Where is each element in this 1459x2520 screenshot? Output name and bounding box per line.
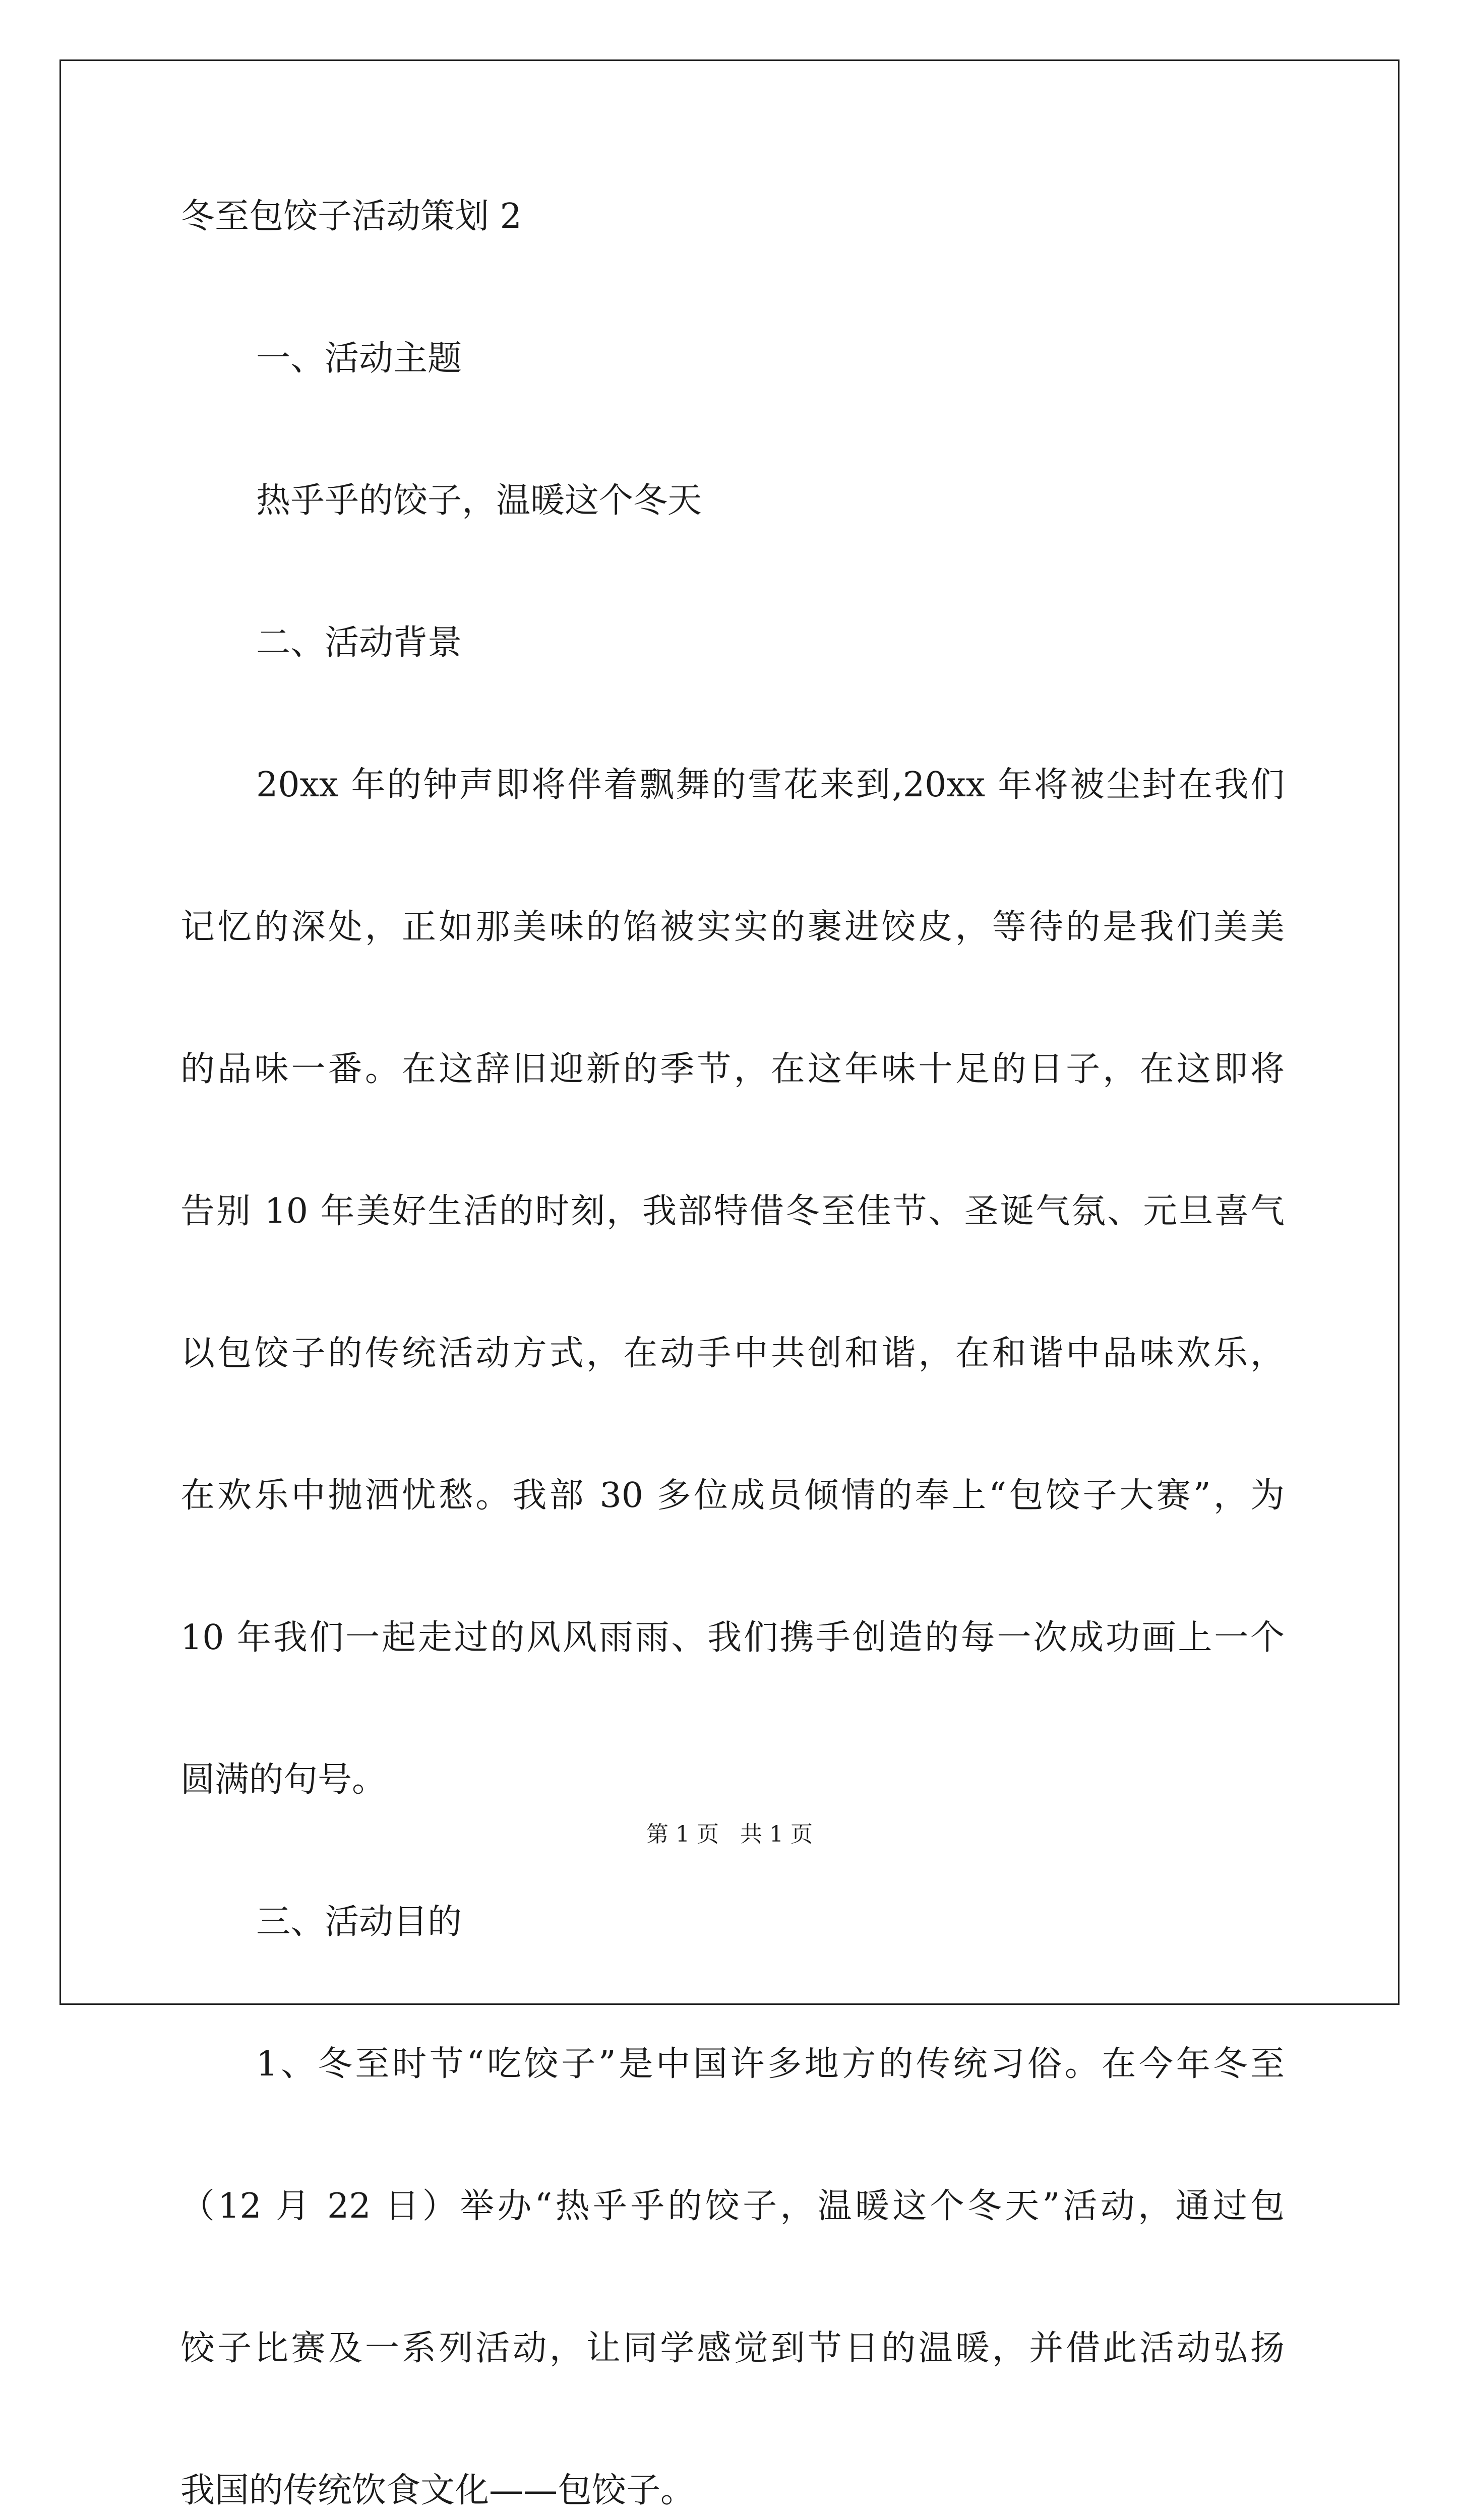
paragraph-line: 饺子比赛及一系列活动，让同学感觉到节日的温暖，并借此活动弘扬 <box>180 2328 1285 2368</box>
paragraph-line: 1、冬至时节“吃饺子”是中国许多地方的传统习俗。在今年冬至 <box>256 2044 1285 2084</box>
paragraph-line: 圆满的句号。 <box>180 1760 387 1800</box>
purpose-paragraph <box>180 2039 1285 2516</box>
paragraph-line: 的品味一番。在这辞旧迎新的季节，在这年味十足的日子，在这即将 <box>180 1049 1285 1089</box>
theme-text: 热乎乎的饺子，温暖这个冬天 <box>256 481 702 521</box>
paragraph-line: 在欢乐中抛洒忧愁。我部 30 多位成员倾情的奉上“包饺子大赛”，为 <box>180 1476 1285 1516</box>
paragraph-line: 20xx 年的钟声即将伴着飘舞的雪花来到,20xx 年将被尘封在我们 <box>256 765 1285 805</box>
paragraph-line: 记忆的深处，正如那美味的馅被实实的裹进饺皮，等待的是我们美美 <box>180 907 1285 947</box>
document-title: 冬至包饺子活动策划 2 <box>180 197 522 236</box>
document-body <box>180 192 1285 2520</box>
section-heading-purpose: 三、活动目的 <box>256 1902 462 1942</box>
section-heading-background: 二、活动背景 <box>256 623 462 663</box>
paragraph-line: 10 年我们一起走过的风风雨雨、我们携手创造的每一次成功画上一个 <box>180 1618 1285 1658</box>
background-paragraph <box>180 760 1285 1805</box>
paragraph-line: 我国的传统饮食文化——包饺子。 <box>180 2471 695 2510</box>
paragraph-line: 以包饺子的传统活动方式，在动手中共创和谐，在和谐中品味欢乐， <box>180 1334 1285 1373</box>
paragraph-line: （12 月 22 日）举办“热乎乎的饺子，温暖这个冬天”活动，通过包 <box>180 2186 1285 2226</box>
section-heading-theme: 一、活动主题 <box>256 339 462 379</box>
paragraph-line: 告别 10 年美好生活的时刻，我部特借冬至佳节、圣诞气氛、元旦喜气 <box>180 1191 1285 1231</box>
page-footer: 第 1 页 共 1 页 <box>646 1821 813 1847</box>
